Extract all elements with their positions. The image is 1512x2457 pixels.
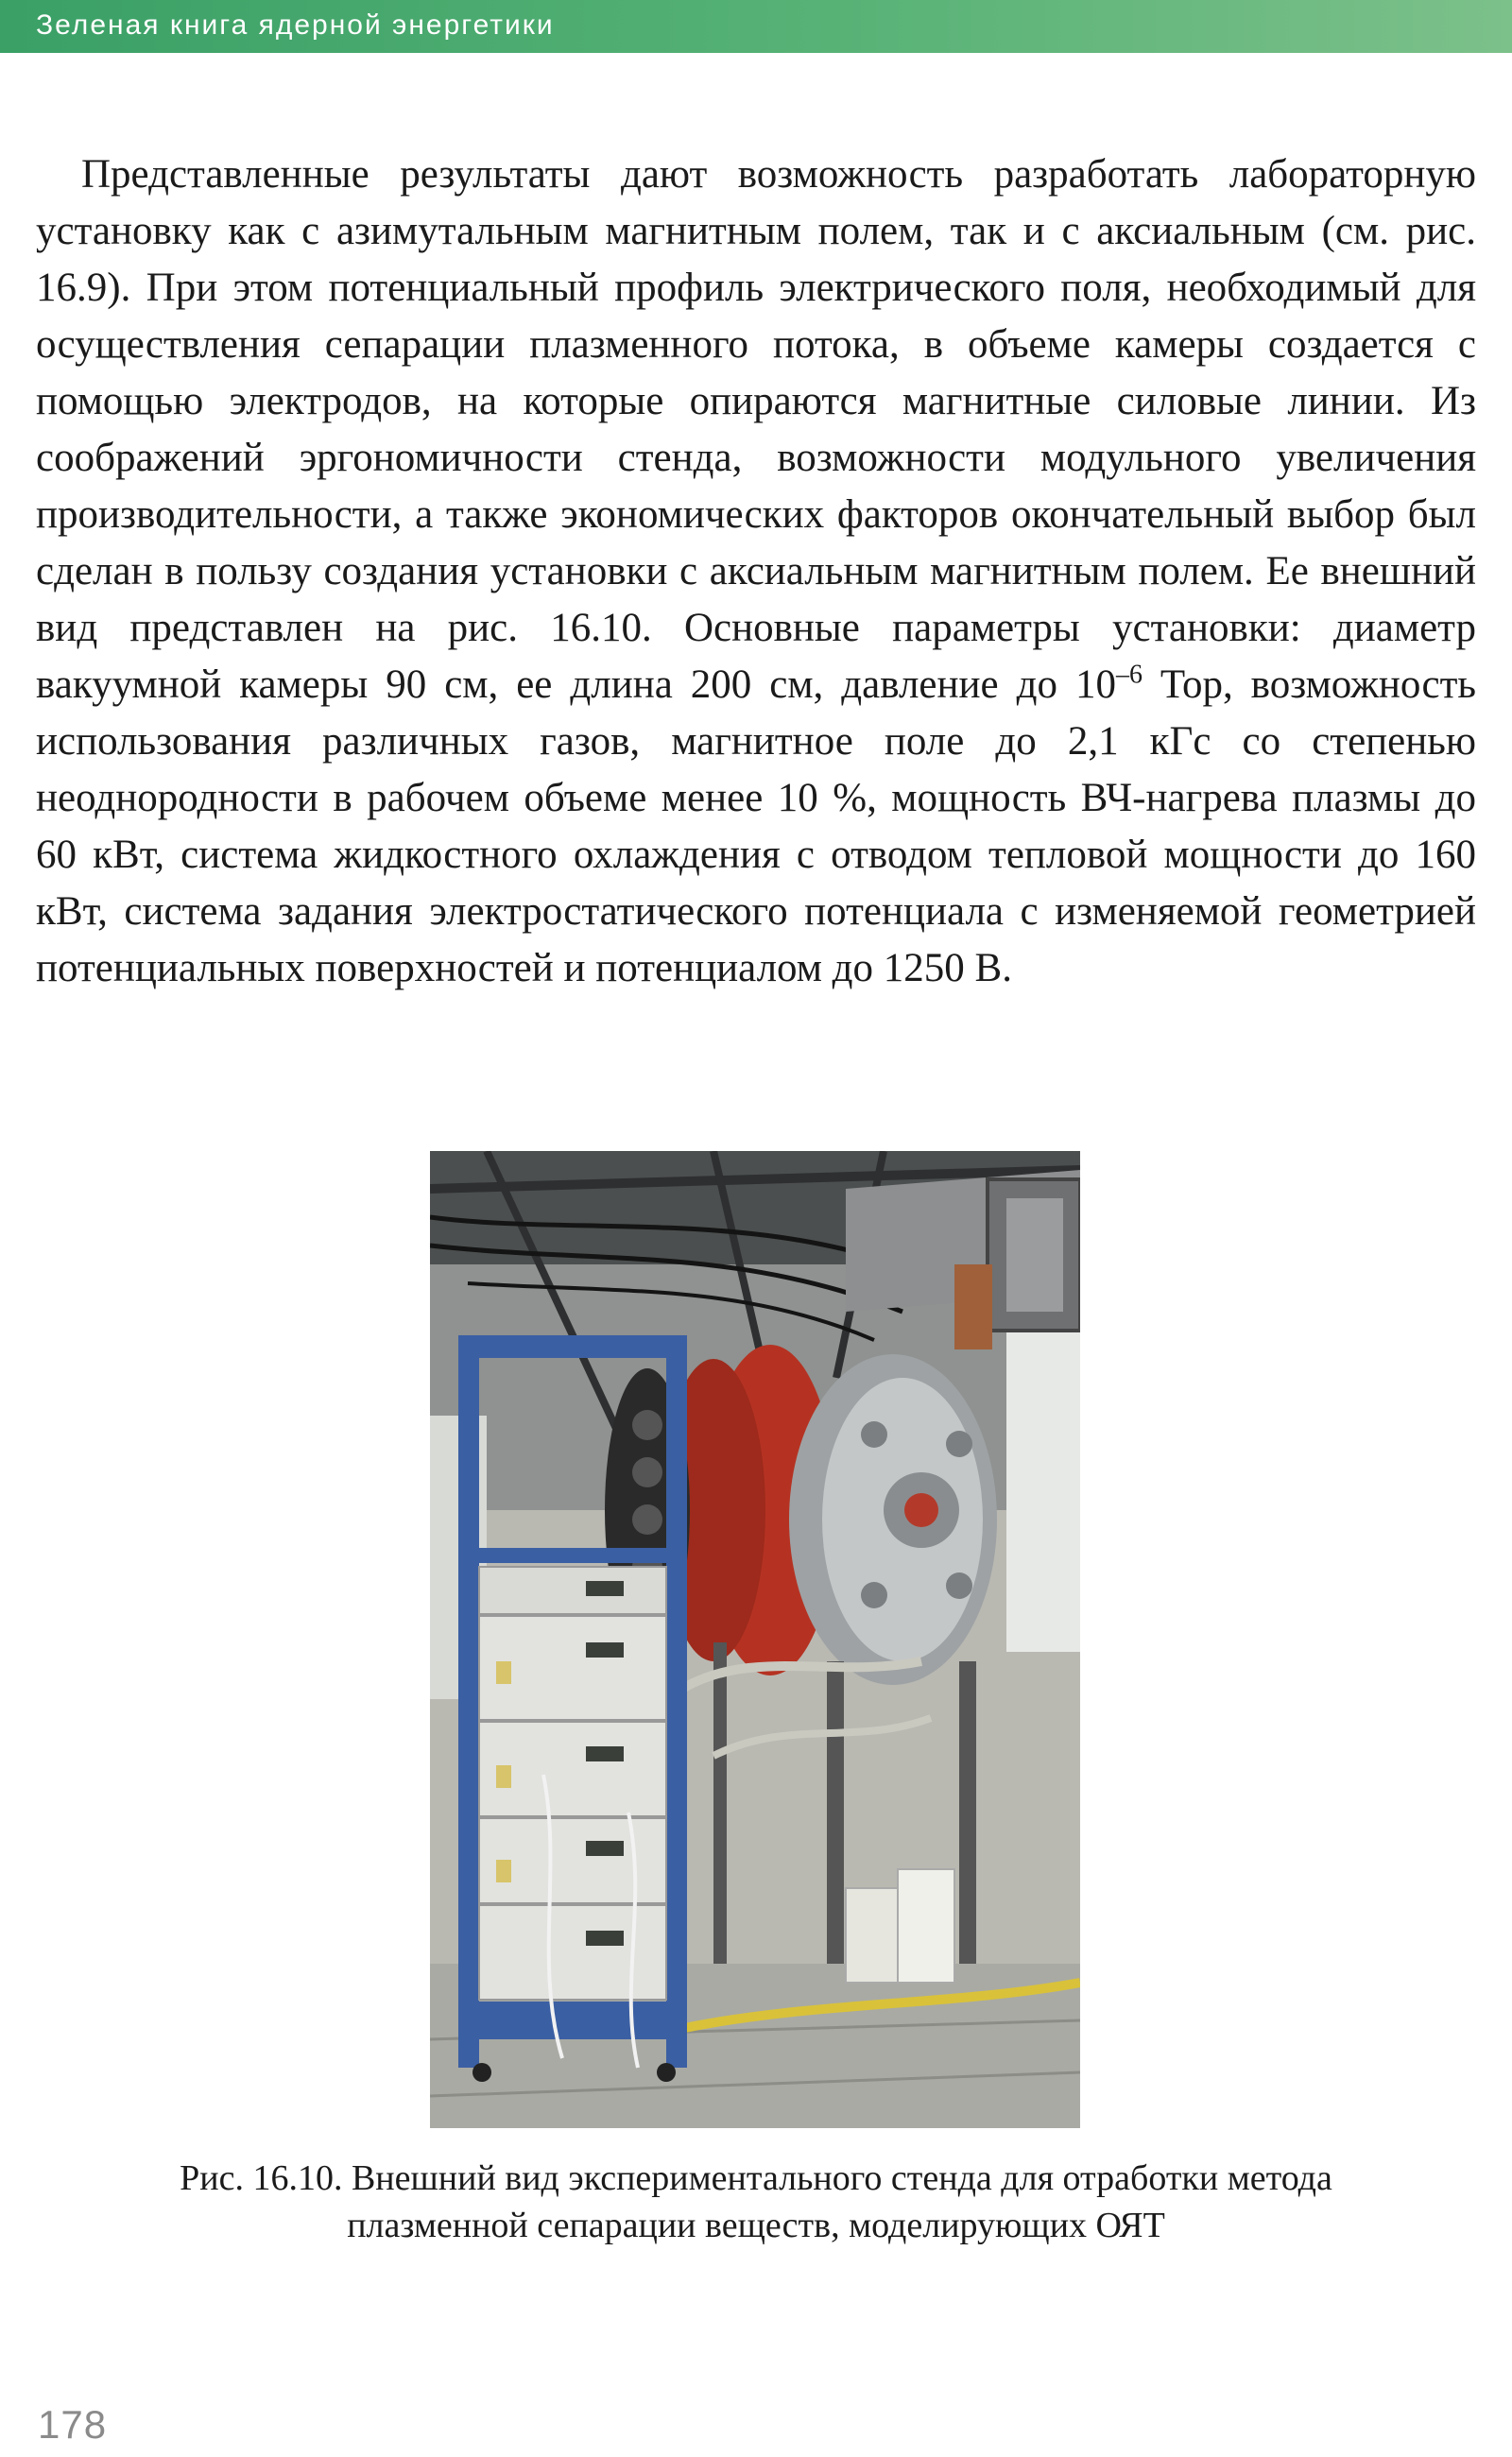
caption-line-2: плазменной сепарации веществ, моделирующих ОЯТ: [347, 2206, 1165, 2245]
page-number: 178: [38, 2402, 108, 2447]
book-title: Зеленая книга ядерной энергетики: [36, 9, 555, 41]
paragraph-text-part1: Представленные результаты дают возможность разработать лабораторную установку как с азимутальным магнитным полем, так и с аксиальным (см. рис. 16.9). При этом потенциальный профиль электрического поля, необходимый для осуществления сепарации плазменного потока, в объеме камеры создается с помощью электродов, на которые опираются магнитные силовые линии. Из соображений эргономичности стенда, возможности модульного увеличения производительности, а также экономических факторов окончательный выбор был сделан в пользу создания установки с аксиальным магнитным полем. Ее внешний вид представлен на рис. 16.10. Основные параметры установки: диаметр вакуумной камеры 90 см, ее длина 200 см, давление до 10: [36, 152, 1476, 707]
pressure-exponent: –6: [1115, 660, 1143, 690]
paragraph-text-part2: Тор, возможность использования различных газов, магнитное поле до 2,1 кГс со степенью неоднородности в рабочем объеме менее 10 %, мощность ВЧ-нагрева плазмы до 60 кВт, система жидкостного охлаждения с отводом тепловой мощности до 160 кВт, система задания электростатического потенциала с изменяемой геометрией потенциальных поверхностей и потенциалом до 1250 В.: [36, 662, 1476, 990]
figure-caption: [94, 2155, 1418, 2249]
caption-line-1: Рис. 16.10. Внешний вид экспериментального стенда для отработки метода: [180, 2158, 1332, 2198]
experimental-stand-photo: [430, 1151, 1080, 2128]
photo-illustration: [430, 1151, 1080, 2128]
body-paragraph: [36, 146, 1476, 997]
header-bar: [0, 0, 1512, 53]
